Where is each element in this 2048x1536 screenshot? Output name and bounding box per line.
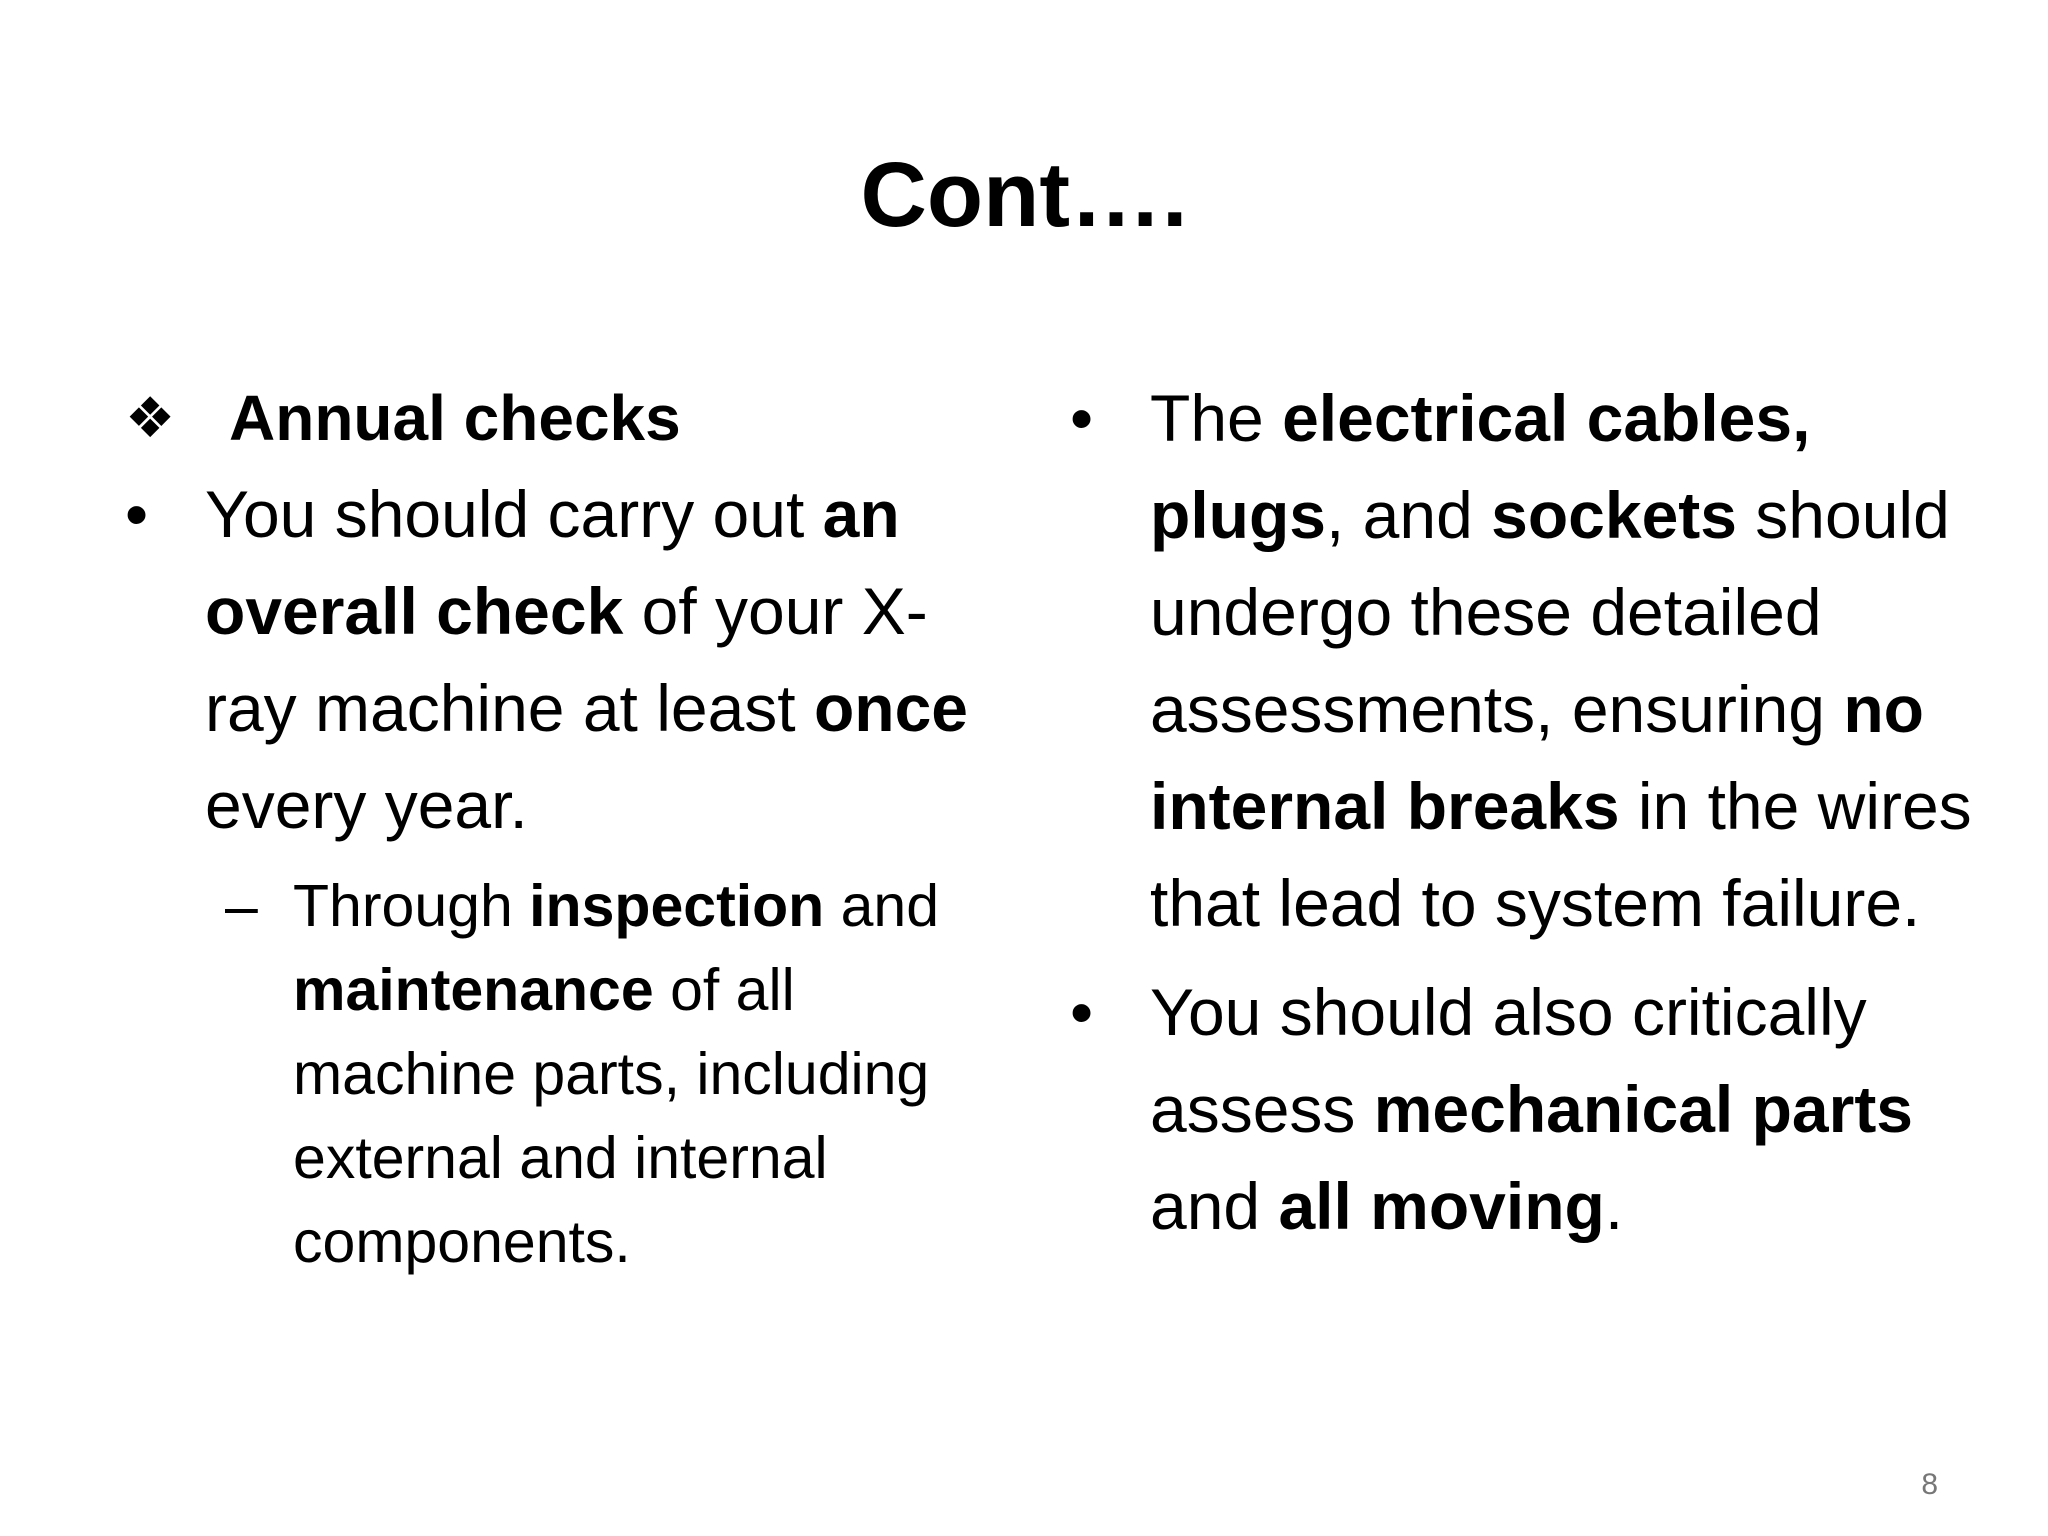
text-run: and — [1150, 1169, 1279, 1243]
electrical-bullet — [1070, 370, 1990, 952]
bold-run: no internal breaks — [1150, 672, 1924, 843]
bullet-icon: • — [125, 477, 149, 551]
left-column — [125, 370, 1005, 1343]
bold-run: maintenance — [293, 957, 654, 1023]
bold-run: mechanical parts — [1373, 1072, 1913, 1146]
bold-run: sockets — [1491, 478, 1737, 552]
page-number: 8 — [1921, 1468, 1938, 1501]
diamond-bullet-icon: ❖ — [125, 386, 176, 449]
annual-checks-heading — [125, 370, 1005, 466]
annual-check-bullet — [125, 466, 1005, 854]
bullet-icon: • — [1070, 381, 1094, 455]
text-run: You should also critically assess — [1150, 975, 1867, 1146]
slide-title: Cont…. — [860, 144, 1188, 246]
text-run: of all machine parts, including external and internal components. — [293, 957, 930, 1275]
text-run: The — [1150, 381, 1283, 455]
text-run: You should carry out — [205, 477, 823, 551]
bold-run: an overall check — [205, 477, 900, 648]
right-column — [1070, 370, 1990, 1255]
bold-run: inspection — [529, 873, 825, 939]
dash-icon: – — [225, 873, 258, 939]
text-run: and — [824, 873, 940, 939]
text-run: every year. — [205, 768, 528, 842]
text-run: should undergo these detailed assessments, ensuring — [1150, 478, 1950, 746]
text-run: . — [1604, 1169, 1624, 1243]
heading-text: Annual checks — [229, 382, 681, 454]
inspection-sub-bullet — [125, 864, 1005, 1284]
bold-run: electrical cables, plugs — [1150, 381, 1811, 552]
mechanical-bullet — [1070, 964, 1990, 1255]
text-run: in the wires that lead to system failure. — [1150, 769, 1972, 940]
text-run: , and — [1326, 478, 1492, 552]
bold-run: all moving — [1278, 1169, 1605, 1243]
bullet-icon: • — [1070, 975, 1094, 1049]
text-run: Through — [293, 873, 530, 939]
bold-run: once — [813, 671, 968, 745]
text-run: of your X-ray machine at least — [205, 574, 928, 745]
